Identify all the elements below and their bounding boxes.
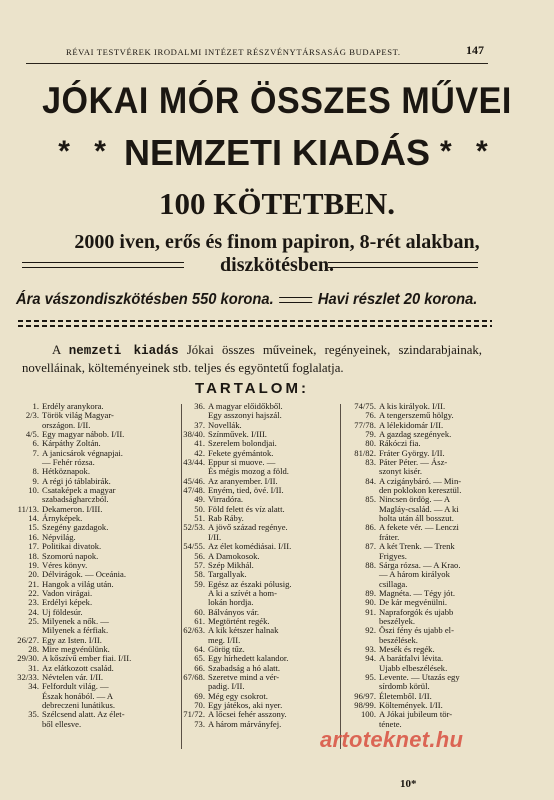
toc-entry-number: 61. bbox=[194, 615, 205, 626]
toc-entry-number: 54/55. bbox=[183, 541, 205, 552]
toc-entry-title: A gazdag szegények. bbox=[379, 429, 452, 440]
toc-entry-number: 28. bbox=[28, 643, 39, 654]
toc-entry-title: Életemből. I/II. bbox=[379, 690, 432, 701]
toc-entry-title: Az elátkozott család. bbox=[42, 662, 114, 673]
toc-entry-number: 17. bbox=[28, 541, 39, 552]
toc-entry-number: 80. bbox=[365, 438, 376, 449]
toc-entry-number: 32/33. bbox=[17, 671, 39, 682]
toc-entry-title: Magnéta. — Tégy jót. bbox=[379, 587, 455, 598]
toc-entry-title: Hangok a világ után. bbox=[42, 578, 114, 589]
toc-entry-title: Milyenek a nők. — bbox=[42, 615, 109, 626]
toc-entry-title: A két Trenk. — Trenk bbox=[379, 541, 455, 552]
toc-entry-title: Névtelen vár. I/II. bbox=[42, 671, 104, 682]
toc-entry-title: Politikai divatok. bbox=[42, 541, 102, 552]
toc-entry-title: Fekete gyémántok. bbox=[208, 447, 274, 458]
toc-entry-number: 24. bbox=[28, 606, 39, 617]
toc-entry-number: 84. bbox=[365, 475, 376, 486]
toc-entry-title: A lőcsei fehér asszony. bbox=[208, 709, 287, 720]
toc-entry-title: Szép Mikhál. bbox=[208, 559, 254, 570]
toc-entry-number: 95. bbox=[365, 671, 376, 682]
toc-entry-number: 2/3. bbox=[25, 410, 39, 421]
toc-entry-number: 51. bbox=[194, 513, 205, 524]
toc-entry-title: Egy az Isten. I/II. bbox=[42, 634, 102, 645]
toc-entry-title: Bálványos vár. bbox=[208, 606, 260, 617]
header-rule bbox=[26, 63, 488, 64]
toc-entry-title: A barátfalvi lévita. bbox=[379, 653, 444, 664]
toc-entry-title: Fráter György. I/II. bbox=[379, 447, 445, 458]
toc-entry-number: 31. bbox=[28, 662, 39, 673]
toc-entry-title: Rab Ráby. bbox=[208, 513, 244, 524]
spec-rule-right bbox=[328, 262, 478, 268]
toc-entry-number: 6. bbox=[32, 438, 39, 449]
spec-line-2: diszkötésben. bbox=[220, 254, 334, 276]
toc-entry bbox=[176, 673, 341, 682]
toc-entry-title: Virradóra. bbox=[208, 494, 244, 505]
toc-entry-title: Görög tűz. bbox=[208, 643, 245, 654]
toc-entry-number bbox=[336, 505, 379, 514]
toc-entry-title: Szeretve mind a vér- bbox=[208, 671, 280, 682]
toc-entry-title: Milyenek a férfiak. bbox=[42, 625, 109, 636]
toc-entry-title: den poklokon keresztül. bbox=[379, 485, 462, 496]
toc-entry-number: 77/78. bbox=[354, 419, 376, 430]
toc-entry-title: Eppur si muove. — bbox=[208, 457, 276, 468]
toc-entry-number: 49. bbox=[194, 494, 205, 505]
toc-entry bbox=[336, 570, 486, 579]
toc-entry-title: Nincsen ördög. — A bbox=[379, 494, 451, 505]
intro-paragraph bbox=[22, 342, 482, 377]
price-binding: Ára vászondiszkötésben 550 korona. bbox=[16, 291, 274, 308]
toc-entry-number: 8. bbox=[32, 466, 39, 477]
page-number: 147 bbox=[466, 43, 484, 57]
toc-entry-number: 18. bbox=[28, 550, 39, 561]
toc-column-3 bbox=[336, 402, 486, 729]
toc-entry-title: szabadságharczból. bbox=[42, 494, 109, 505]
title-line-2 bbox=[0, 132, 554, 174]
toc-entry-title: országon. I/II. bbox=[42, 419, 91, 430]
toc-entry-title: Egész az északi pólusig. bbox=[208, 578, 292, 589]
toc-entry-title: A lélekidomár I/II. bbox=[379, 419, 444, 430]
toc-entry-number: 16. bbox=[28, 531, 39, 542]
toc-entry-number: 74/75. bbox=[354, 401, 376, 411]
title-line-1: JÓKAI MÓR ÖSSZES MŰVEI bbox=[42, 80, 512, 121]
star-ornament-left: * * bbox=[58, 135, 114, 168]
toc-entry-title: — A három királyok bbox=[379, 569, 450, 580]
toc-entry-number bbox=[10, 692, 42, 701]
toc-column-1 bbox=[10, 402, 160, 729]
toc-entry bbox=[176, 626, 341, 635]
star-ornament-right: * * bbox=[440, 135, 496, 168]
toc-entry-number: 66. bbox=[194, 662, 205, 673]
price-installment: Havi részlet 20 korona. bbox=[317, 291, 478, 308]
toc-entry-number: 64. bbox=[194, 643, 205, 654]
spec-line-1: 2000 iven, erős és finom papiron, 8-rét alakban, bbox=[74, 231, 480, 253]
toc-entry-number: 94. bbox=[365, 653, 376, 664]
toc-entry-number: 70. bbox=[194, 700, 205, 710]
toc-entry-title: A magyar előidőkből. bbox=[208, 401, 283, 411]
price-separator bbox=[279, 297, 312, 303]
toc-entry-title: — Fehér rózsa. bbox=[42, 457, 95, 468]
toc-entry-title: Megtörtént regék. bbox=[208, 615, 270, 626]
toc-entry-title: Színművek. I/III. bbox=[208, 429, 267, 440]
toc-entry-number: 92. bbox=[365, 625, 376, 636]
toc-entry-number: 57. bbox=[194, 559, 205, 570]
toc-entry-number: 19. bbox=[28, 559, 39, 570]
toc-entry-number bbox=[176, 589, 208, 598]
toc-entry bbox=[336, 710, 486, 719]
toc-entry-number: 38/40. bbox=[183, 429, 205, 440]
toc-entry-number: 23. bbox=[28, 597, 39, 608]
toc-entry-title: Hétköznapok. bbox=[42, 466, 90, 477]
toc-entry bbox=[176, 523, 341, 532]
toc-entry-title: ténete. bbox=[379, 718, 402, 729]
toc-entry-title: Dekameron. I/III. bbox=[42, 503, 103, 514]
toc-entry-title: szonyt kisér. bbox=[379, 466, 422, 477]
toc-entry-title: Szélcsend alatt. Az élet- bbox=[42, 709, 125, 720]
toc-entry bbox=[176, 589, 341, 598]
toc-entry-title: holta után áll bosszut. bbox=[379, 513, 454, 524]
title-edition: NEMZETI KIADÁS bbox=[124, 132, 430, 173]
toc-entry-title: Erdély aranykora. bbox=[42, 401, 104, 411]
toc-entry-title: Felfordult világ. — bbox=[42, 681, 109, 692]
toc-entry-title: A czigánybáró. — Min- bbox=[379, 475, 462, 486]
toc-entry-title: A Damokosok. bbox=[208, 550, 260, 561]
toc-entry-title: A jövő század regénye. bbox=[208, 522, 288, 533]
toc-entry-number: 4/5. bbox=[25, 429, 39, 440]
toc-entry-number: 35. bbox=[28, 709, 39, 720]
toc-entry-number: 26/27. bbox=[17, 634, 39, 645]
toc-entry-number: 79. bbox=[365, 429, 376, 440]
toc-entry-title: Árnyképek. bbox=[42, 513, 83, 524]
toc-entry-number: 88. bbox=[365, 559, 376, 570]
toc-entry-title: Novellák. bbox=[208, 419, 242, 430]
toc-entry-number: 65. bbox=[194, 653, 205, 664]
toc-entry-title: A kőszívű ember fiai. I/II. bbox=[42, 653, 132, 664]
toc-entry-number: 59. bbox=[194, 578, 205, 589]
toc-entry-number bbox=[336, 570, 379, 579]
toc-entry-title: Napraforgók és ujabb bbox=[379, 606, 454, 617]
toc-entry-title: Költemények. I/II. bbox=[379, 700, 443, 710]
toc-entry-title: Kárpáthy Zoltán. bbox=[42, 438, 101, 449]
toc-entry-number bbox=[10, 720, 42, 729]
toc-entry-number: 93. bbox=[365, 643, 376, 654]
toc-entry-title: Mesék és regék. bbox=[379, 643, 435, 654]
toc-entry bbox=[176, 720, 341, 729]
toc-entry-number: 34. bbox=[28, 681, 39, 692]
toc-entry-title: Föld felett és víz alatt. bbox=[208, 503, 285, 514]
toc-entry-number: 37. bbox=[194, 419, 205, 430]
toc-entry-title: A három márványfej. bbox=[208, 718, 282, 729]
toc-entry-title: A kis királyok. I/II. bbox=[379, 401, 446, 411]
toc-entry-number: 41. bbox=[194, 438, 205, 449]
toc-entry-title: Szegény gazdagok. bbox=[42, 522, 109, 533]
toc-entry-number: 69. bbox=[194, 690, 205, 701]
toc-entry-number: 50. bbox=[194, 503, 205, 514]
toc-entry-title: Szomorú napok. bbox=[42, 550, 99, 561]
toc-entry-number: 47/48. bbox=[183, 485, 205, 496]
toc-entry-title: Népvilág. bbox=[42, 531, 76, 542]
toc-entry-title: ből ellesve. bbox=[42, 718, 82, 729]
toc-entry-number: 60. bbox=[194, 606, 205, 617]
toc-entry-title: Egy hírhedett kalandor. bbox=[208, 653, 289, 664]
title-line-3: 100 KÖTETBEN. bbox=[159, 186, 395, 221]
toc-entry-number: 42. bbox=[194, 447, 205, 458]
price-line bbox=[16, 291, 478, 309]
toc-entry-title: Török világ Magyar- bbox=[42, 410, 114, 421]
toc-entry-number: 1. bbox=[32, 401, 39, 411]
toc-entry-title: Enyém, tied, övé. I/II. bbox=[208, 485, 284, 496]
toc-entry-title: A kik kétszer halnak bbox=[208, 625, 279, 636]
toc-entry-number: 87. bbox=[365, 541, 376, 552]
toc-entry-number: 83. bbox=[365, 457, 376, 468]
toc-entry-title: Targallyak. bbox=[208, 569, 247, 580]
toc-entry-number: 52/53. bbox=[183, 522, 205, 533]
toc-entry-number: 56. bbox=[194, 550, 205, 561]
toc-entry-number: 62/63. bbox=[183, 625, 205, 636]
toc-entry-title: Még egy csokrot. bbox=[208, 690, 268, 701]
toc-entry-number: 100. bbox=[360, 709, 376, 720]
toc-entry-number: 81/82. bbox=[354, 447, 376, 458]
toc-entry-number: 73. bbox=[194, 718, 205, 729]
toc-entry-title: Szerelem bolondjai. bbox=[208, 438, 277, 449]
toc-entry-title: beszélyek. bbox=[379, 615, 416, 626]
toc-entry-number: 14. bbox=[28, 513, 39, 524]
toc-entry-title: Magláy-család. — A ki bbox=[379, 503, 459, 514]
toc-entry-title: A régi jó táblabirák. bbox=[42, 475, 111, 486]
toc-entry-number: 9. bbox=[32, 475, 39, 486]
toc-entry-number: 11/13. bbox=[17, 503, 39, 514]
toc-entry-title: lokán hordja. bbox=[208, 597, 254, 608]
toc-entry-title: Levente. — Utazás egy bbox=[379, 671, 460, 682]
toc-entry-number: 10. bbox=[28, 485, 39, 496]
toc-entry-number: 96/97. bbox=[354, 690, 376, 701]
toc-entry-title: Páter Péter. — Ász- bbox=[379, 457, 448, 468]
toc-entry-title: Ujabb elbeszélések. bbox=[379, 662, 448, 673]
toc-entry-title: Egy magyar nábob. I/II. bbox=[42, 429, 125, 440]
toc-entry-title: beszélések. bbox=[379, 634, 418, 645]
toc-entry-title: Szabadság a hó alatt. bbox=[208, 662, 281, 673]
toc-entry-number: 45/46. bbox=[183, 475, 205, 486]
toc-entry-title: Az élet komédiásai. I/II. bbox=[208, 541, 292, 552]
toc-entry-title: Délvirágok. — Oceánia. bbox=[42, 569, 126, 580]
toc-entry-number: 91. bbox=[365, 606, 376, 617]
toc-entry-title: De kár megvénülni. bbox=[379, 597, 448, 608]
toc-entry bbox=[10, 710, 160, 719]
toc-entry-title: És mégis mozog a föld. bbox=[208, 466, 289, 477]
toc-entry-title: A tengerszemű hölgy. bbox=[379, 410, 454, 421]
toc-entry-title: Frigyes. bbox=[379, 550, 407, 561]
toc-entry-number: 71/72. bbox=[183, 709, 205, 720]
toc-entry-number: 29/30. bbox=[17, 653, 39, 664]
toc-column-2 bbox=[176, 402, 341, 729]
toc-entry-title: Egy játékos, aki nyer. bbox=[208, 700, 283, 710]
toc-entry-number: 22. bbox=[28, 587, 39, 598]
intro-bold: nemzeti kiadás bbox=[68, 344, 179, 358]
toc-entry-title: A Jókai jubileum tör- bbox=[379, 709, 453, 720]
toc-entry-number: 7. bbox=[32, 447, 39, 458]
toc-entry-title: Sárga rózsa. — A Krao. bbox=[379, 559, 461, 570]
ornamental-rule bbox=[18, 320, 492, 328]
toc-entry-number: 85. bbox=[365, 494, 376, 505]
toc-entry-title: Mire megvénülünk. bbox=[42, 643, 110, 654]
watermark: artoteknet.hu bbox=[320, 727, 464, 752]
toc-entry-title: Észak honából. — A bbox=[42, 690, 114, 701]
toc-entry-title: padig. I/II. bbox=[208, 681, 245, 692]
toc-entry-title: sírdomb körül. bbox=[379, 681, 430, 692]
toc-entry-title: Rákóczi fia. bbox=[379, 438, 421, 449]
toc-entry-number: 90. bbox=[365, 597, 376, 608]
toc-entry-number: 86. bbox=[365, 522, 376, 533]
toc-entry bbox=[336, 542, 486, 551]
toc-entry bbox=[10, 720, 160, 729]
toc-entry-title: debreczeni lunátikus. bbox=[42, 700, 116, 710]
toc-entry-title: A ki a szívét a hom- bbox=[208, 587, 277, 598]
toc-entry-number: 89. bbox=[365, 587, 376, 598]
toc-entry-title: Öszi fény és ujabb el- bbox=[379, 625, 454, 636]
toc-entry-number: 36. bbox=[194, 401, 205, 411]
toc-entry-number: 15. bbox=[28, 522, 39, 533]
toc-entry-number: 58. bbox=[194, 569, 205, 580]
toc-entry-title: Vadon virágai. bbox=[42, 587, 93, 598]
intro-rest: Jókai összes műveinek, regényeinek, szindarabjainak, novelláinak, költeményeinek stb. teljes és egyöntetű foglalatja. bbox=[22, 343, 483, 375]
toc-entry-title: A janicsárok végnapjai. bbox=[42, 447, 123, 458]
running-head: RÉVAI TESTVÉREK IRODALMI INTÉZET RÉSZVÉNYTÁRSASÁG BUDAPEST. bbox=[66, 47, 401, 57]
toc-entry bbox=[336, 523, 486, 532]
toc-entry-number: 98/99. bbox=[354, 700, 376, 710]
toc-entry-number: 21. bbox=[28, 578, 39, 589]
toc-entry-title: Csataképek a magyar bbox=[42, 485, 116, 496]
toc-title: TARTALOM: bbox=[195, 380, 309, 397]
signature-mark: 10* bbox=[400, 778, 417, 790]
toc-entry-number: 25. bbox=[28, 615, 39, 626]
toc-entry-title: Az aranyember. I/II. bbox=[208, 475, 278, 486]
toc-entry-title: csillaga. bbox=[379, 578, 408, 589]
toc-entry-number: 67/68. bbox=[183, 671, 205, 682]
toc-entry-title: A fekete vér. — Lenczi bbox=[379, 522, 459, 533]
toc-entry-title: Egy asszonyi hajszál. bbox=[208, 410, 282, 421]
toc-entry-number: 76. bbox=[365, 410, 376, 421]
toc-entry-number: 43/44. bbox=[183, 457, 205, 468]
toc-entry-title: meg. I/II. bbox=[208, 634, 241, 645]
toc-entry-title: fráter. bbox=[379, 531, 400, 542]
intro-lead: A bbox=[52, 343, 61, 357]
toc-entry-title: Véres könyv. bbox=[42, 559, 88, 570]
toc-entry-title: I/II. bbox=[208, 531, 222, 542]
toc-entry-title: Uj földesúr. bbox=[42, 606, 83, 617]
toc-entry-number: 20. bbox=[28, 569, 39, 580]
toc-entry-title: Erdélyi képek. bbox=[42, 597, 93, 608]
